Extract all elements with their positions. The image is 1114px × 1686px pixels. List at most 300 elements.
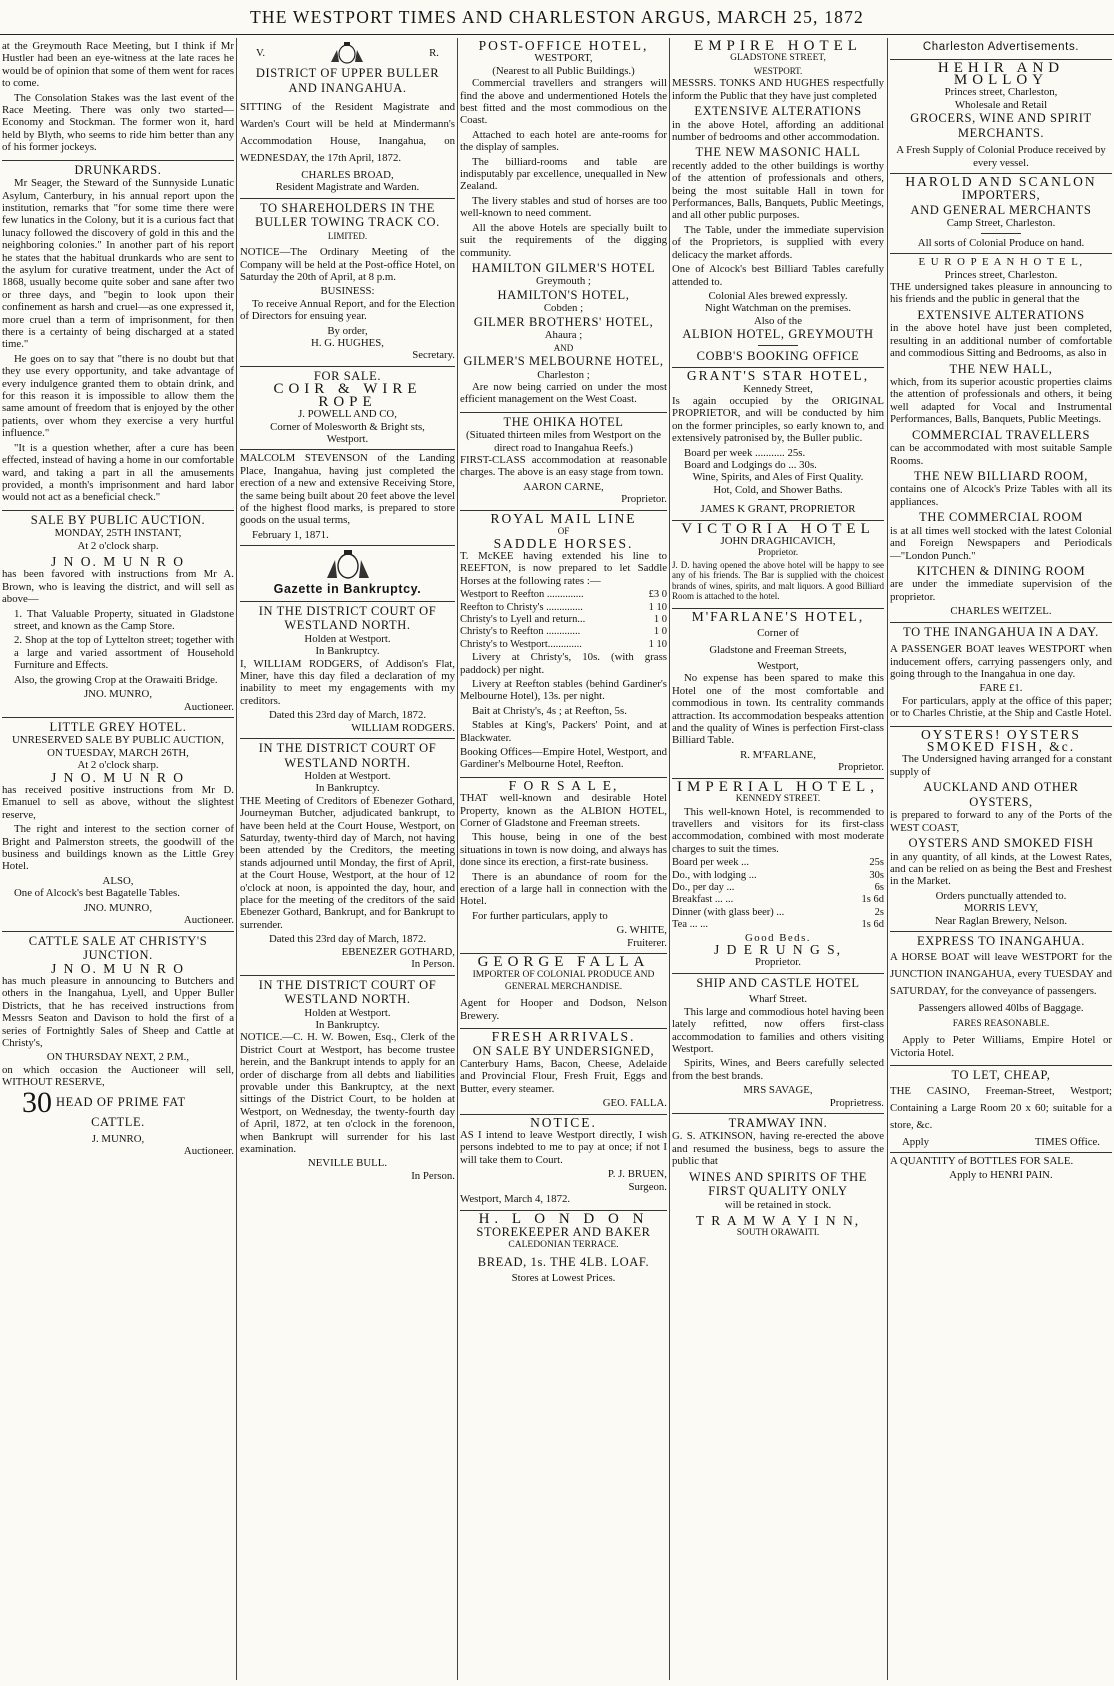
ad-text: The Undersigned having arranged for a constant supply of <box>890 753 1112 778</box>
ad-signature: CHARLES BROAD, <box>301 169 394 181</box>
ad-signature: AARON CARNE, <box>523 480 604 493</box>
ad-text: One of Alcock's best Billiard Tables carefully attended to. <box>672 263 884 288</box>
ad-text: OF <box>557 526 570 537</box>
ad-text: Commercial travellers and strangers will find the above and undermentioned Hotels the best fitted and the most commodious on the Coast. <box>460 77 667 127</box>
column-1 <box>2 38 234 1680</box>
harold-scanlon-ad <box>890 174 1112 254</box>
ad-text: has much pleasure in announcing to Butchers and others in the Inangahua, Lyell, and Upper Buller Districts, that he has received instructions from Messrs Seaton and Davison to hold the first of a series of Fortnightly Sales of Sheep and Cattle at Christy's, <box>2 974 234 1049</box>
ad-role: In Person. <box>411 958 455 971</box>
ad-heading: THE OHIKA HOTEL <box>503 414 624 429</box>
ad-title: GRANT'S STAR HOTEL, <box>686 368 870 384</box>
rate-item: Board per week ... <box>672 857 749 869</box>
ad-text: Stables at King's, Packers' Point, and at Blackwater. <box>460 719 667 744</box>
ad-text: Camp Street, Charleston. <box>946 217 1056 230</box>
ad-text: THE COMMERCIAL ROOM <box>919 510 1083 525</box>
ad-text: Westport, <box>757 660 799 673</box>
price: 1s 6d <box>861 919 884 931</box>
ad-text: Westport. <box>326 433 369 445</box>
table-row <box>460 602 667 614</box>
ad-text: THE undersigned takes pleasure in announcing to his friends and the public in general that the <box>890 280 1112 306</box>
ad-heading: EXPRESS TO INANGAHUA. <box>916 934 1086 948</box>
ad-text: EXTENSIVE ALTERATIONS <box>694 104 862 119</box>
route: Christy's to Lyell and return... <box>460 613 586 625</box>
ad-role: Proprietor. <box>757 548 799 559</box>
auctioneer-name: J N O. M U N R O <box>50 554 185 570</box>
ad-text: HAMILTON'S HOTEL, <box>497 287 630 302</box>
ad-text: WESTPORT, <box>534 52 593 65</box>
little-grey-hotel-ad <box>2 718 234 932</box>
ad-text: The right and interest to the section corner of Bright and Palmerston streets, the goodwill of the business and buildings known as the Little Grey Hotel. <box>2 823 234 873</box>
ad-role: Auctioneer. <box>183 914 234 927</box>
auctioneer-name: J N O. M U N R O <box>50 960 185 976</box>
ad-heading: SALE BY PUBLIC AUCTION. <box>30 512 206 527</box>
ad-text: Booking Offices—Empire Hotel, Westport, and Gardiner's Melbourne Hotel, Reefton. <box>460 746 667 771</box>
gazette-title: Gazette in Bankruptcy. <box>273 582 422 597</box>
ad-text: TIMES Office. <box>1034 1135 1100 1148</box>
ad-title: SHIP AND CASTLE HOTEL <box>696 975 860 990</box>
ad-text: NOTICE—The Ordinary Meeting of the Company will be held at the Post-office Hotel, on Saturday the 20th of April, at 8 p.m. <box>240 246 455 284</box>
ad-text: will be retained in stock. <box>724 1198 832 1211</box>
ad-text: Also of the <box>754 314 802 327</box>
ad-text: recently added to the other buildings is worthy of the attention of professionals and others, being the most suitable Hall in town for Performances, Balls, Banquets, Public Meetings, and all other public purposes. <box>672 159 884 222</box>
ad-title: SADDLE HORSES. <box>493 535 634 551</box>
auction-ad <box>2 511 234 718</box>
ad-text: Board and Lodgings do ... 30s. <box>684 458 817 471</box>
ad-signature: JAMES K GRANT, PROPRIETOR <box>700 503 856 516</box>
ad-text: A PASSENGER BOAT leaves WESTPORT when inducement offers, carrying passengers only, and going through to the Inangahua in one day. <box>890 643 1112 680</box>
ad-title: ROYAL MAIL LINE <box>490 510 637 526</box>
bruen-notice <box>460 1115 667 1211</box>
imperial-rates-table <box>672 857 884 931</box>
ad-text: The billiard-rooms and table are indisputably par excellence, unequalled in New Zealand. <box>460 155 667 193</box>
ad-text: 1. That Valuable Property, situated in Gladstone street, and known as the Camp Store. <box>14 607 234 633</box>
ad-title: M'FARLANE'S HOTEL, <box>691 608 865 624</box>
ad-text: NOTICE.—C. H. W. Bowen, Esq., Clerk of the District Court at Westport, has become trustee herein, and the Bankrupt intends to apply for an order of discharge from all debts and liabilities provable under this Bankruptcy, at the next sittings of the District Court, to be holden at Westport, on Wednesday, the twenty-fourth day of April, 1872, at ten o'clock in the forenoon, when Bankrupt will surrender for his last examination. <box>240 1031 455 1155</box>
ad-text: IMPORTER OF COLONIAL PRODUCE AND GENERAL MERCHANDISE. <box>472 969 655 992</box>
article-text: at the Greymouth Race Meeting, but I think if Mr Hustler had been an eye-witness at the late races he would be of opinion that some of them went for races to come. <box>2 40 234 90</box>
towing-track-ad <box>240 199 455 367</box>
ad-title: POST-OFFICE HOTEL, <box>478 38 649 53</box>
ad-signature: JNO. MUNRO, <box>83 901 153 914</box>
ad-text: Apply to HENRI PAIN. <box>949 1169 1053 1182</box>
ad-heading: TO LET, CHEAP, <box>951 1068 1051 1083</box>
ad-text: There is an abundance of room for the erection of a large hall in connection with the Hotel. <box>460 870 667 908</box>
route: Christy's to Reefton ............. <box>460 626 581 638</box>
article-text: The Consolation Stakes was the last event of the Race Meeting. There was only two started—Economy and Stockman. The former won it, hard held by Blyth, who seems to ride him better than any of his former jockeys. <box>2 91 234 154</box>
ad-signature: P. J. BRUEN, <box>607 1168 667 1181</box>
ad-text: BUSINESS: <box>320 285 375 298</box>
saddle-rates-table <box>460 589 667 651</box>
ad-heading: TO THE INANGAHUA IN A DAY. <box>903 624 1099 639</box>
ad-text: has received positive instructions from Mr D. Emanuel to sell as above, without the slightest reserve, <box>2 784 234 821</box>
ad-text: in any quantity, of all kinds, at the Lowest Rates, and can be relied on as being the Best and Freshest in the Market. <box>890 850 1112 888</box>
imperial-hotel-ad <box>672 779 884 974</box>
ad-text: A HORSE BOAT will leave WESTPORT for the JUNCTION INANGAHUA, every TUESDAY and SATURDAY, for the conveyance of passengers. <box>890 950 1112 997</box>
grants-star-hotel-ad <box>672 368 884 520</box>
rate-item: Tea ... ... <box>672 919 709 931</box>
ad-text: THAT well-known and desirable Hotel Property, known as the ALBION HOTEL, Corner of Gladstone and Freeman streets. <box>460 792 667 830</box>
ad-text: Apply to Peter Williams, Empire Hotel or Victoria Hotel. <box>890 1034 1112 1059</box>
ad-text: Wharf Street. <box>748 993 808 1006</box>
ad-text: Also, the growing Crop at the Orawaiti Bridge. <box>14 673 218 686</box>
ad-text: Wholesale and Retail <box>954 98 1048 111</box>
ad-text: CALEDONIAN TERRACE. <box>508 1240 619 1251</box>
ad-text: Night Watchman on the premises. <box>704 302 852 315</box>
ad-text: BREAD, 1s. THE 4LB. LOAF. <box>477 1254 650 1269</box>
drunkards-article <box>2 161 234 511</box>
ad-heading: FOR SALE. <box>313 368 382 383</box>
ad-heading: LITTLE GREY HOTEL. <box>49 719 187 734</box>
column-4 <box>672 38 884 1680</box>
ad-text: Near Raglan Brewery, Nelson. <box>934 914 1068 927</box>
ad-text: Spirits, Wines, and Beers carefully selected from the best brands. <box>672 1057 884 1082</box>
ad-title: VICTORIA HOTEL <box>681 520 875 537</box>
ad-text: which, from its superior acoustic properties claims the attention of professionals and others, it being well adapted for Vocal and Instrumental Performances, Balls, Banquets, Public Meetings. <box>890 376 1112 426</box>
royal-arms-icon <box>327 40 367 66</box>
ad-signature: EBENEZER GOTHARD, <box>341 945 455 958</box>
price: £3 0 <box>648 589 667 601</box>
article-text: Mr Seager, the Steward of the Sunnyside Lunatic Asylum, Canterbury, in his annual report upon the institution, remarks that "for some time there were few lunatics in the Colony, but it is a curious fact that lunacy followed the discovery of gold in this and the neighboring colonies." In another part of his report he states that the habitual drunkards who are sent to the asylum for curative treatment, under the Act of 1868, usually become quite sober and sane after two or three days, and "begin to look upon their confinement as harsh and cruel—as one expressed it, more cruel than a term of imprisonment, for then there is a certainty of being discharged at a stated time." <box>2 177 234 351</box>
ad-text: WESTPORT. <box>753 65 803 76</box>
ad-text: HAMILTON GILMER'S HOTEL <box>471 260 656 275</box>
ad-heading: DISTRICT OF UPPER BULLER <box>255 66 440 80</box>
ad-text: CATTLE. <box>91 1114 145 1129</box>
ad-text: WINES AND SPIRITS OF THE FIRST QUALITY ONLY <box>688 1169 868 1199</box>
ad-text: G. S. ATKINSON, having re-erected the above and resumed the business, begs to assure the public that <box>672 1130 884 1168</box>
ad-text: FARE £1. <box>979 682 1023 695</box>
ad-role: Fruiterer. <box>627 936 667 949</box>
ad-text: can be accommodated with most suitable Sample Rooms. <box>890 442 1112 467</box>
rate-item: Do., with lodging ... <box>672 869 757 881</box>
ad-signature: R. M'FARLANE, <box>740 748 816 761</box>
article-text: "It is a question whether, after a cure has been effected, instead of having a home in our comfortable ward, and taking a part in all the amusements provided, a month's imprisonment and hard labor would not act as a beneficial check." <box>2 441 234 504</box>
article-text: He goes on to say that "there is no doubt but that they use every opportunity, and take advantage of every indulgence granted them to obtain drink, and for this reason it is impossible to allow them the same amount of freedom that is enjoyed by the other patients, over whom they exercise a very hurtful influence." <box>2 352 234 440</box>
ad-text: Good Beds. <box>745 931 811 944</box>
ad-text: Holden at Westport. <box>304 1006 391 1019</box>
column-2 <box>240 38 455 1680</box>
race-news <box>2 38 234 161</box>
ad-text: is prepared to forward to any of the Ports of the WEST COAST, <box>890 809 1112 834</box>
route: Westport to Reefton .............. <box>460 589 584 601</box>
ad-text: THE NEW HALL, <box>949 361 1053 376</box>
ad-text: Is again occupied by the ORIGINAL PROPRIETOR, and will be conducted by him on the former principles, so early known to, and extensively patronised by, the Buller public. <box>672 394 884 445</box>
ad-text: AND GENERAL MERCHANTS <box>910 202 1092 217</box>
ad-title: IMPERIAL HOTEL, <box>677 778 879 795</box>
ad-text: SITTING of the Resident Magistrate and Warden's Court will be held at Mindermann's Accommodation House, Inangahua, on WEDNESDAY, the 17th April, 1872. <box>240 101 455 164</box>
ad-text: AUCKLAND AND OTHER OYSTERS, <box>923 780 1079 809</box>
ad-role: Proprietor. <box>838 761 884 774</box>
ad-text: Wine, Spirits, and Ales of First Quality. <box>692 471 864 484</box>
ad-date: ON THURSDAY NEXT, 2 P.M., <box>46 1051 190 1064</box>
ad-text: Bait at Christy's, 4s ; at Reefton, 5s. <box>472 704 627 717</box>
ad-text: in the above Hotel, affording an additional number of bedrooms and other accommodation. <box>672 118 884 143</box>
ad-text: COBB'S BOOKING OFFICE <box>696 348 860 363</box>
ad-text: This large and commodious hotel having been lately refitted, now offers first-class accommodation to families and others visiting Westport. <box>672 1005 884 1055</box>
ad-date: Dated this 23rd day of March, 1872. <box>268 933 427 946</box>
ad-title: HAROLD AND SCANLON <box>905 173 1097 189</box>
table-row <box>672 894 884 906</box>
ad-text: Board per week ........... 25s. <box>684 446 806 459</box>
ad-text: Hot, Cold, and Shower Baths. <box>713 483 843 496</box>
table-row <box>672 907 884 919</box>
ad-text: COMMERCIAL TRAVELLERS <box>911 427 1090 442</box>
ad-text: MESSRS. TONKS AND HUGHES respectfully inform the Public that they have just completed <box>672 77 884 102</box>
ad-text: ALSO, <box>102 874 134 887</box>
ad-text: Stores at Lowest Prices. <box>511 1272 616 1285</box>
ad-text: Corner of <box>757 627 799 640</box>
ad-text: One of Alcock's best Bagatelle Tables. <box>14 887 180 900</box>
ad-signature: WILLIAM RODGERS. <box>351 721 455 734</box>
ad-signature: JNO. MUNRO, <box>83 688 153 701</box>
ad-text: T. McKEE having extended his line to REEFTON, is now prepared to let Saddle Horses at the following rates :— <box>460 549 667 587</box>
court-sitting-ad <box>240 38 455 199</box>
royal-mail-ad <box>460 511 667 778</box>
ad-text: 2. Shop at the top of Lyttelton street; together with a large and varied assortment of Household Furniture and Effects. <box>14 634 234 672</box>
ad-text: STOREKEEPER AND BAKER <box>476 1224 651 1239</box>
ad-text: GILMER'S MELBOURNE HOTEL, <box>463 354 664 369</box>
casino-to-let-ad <box>890 1066 1112 1153</box>
ad-text: Ahaura ; <box>544 329 583 342</box>
vr-letter: R. <box>429 46 439 59</box>
ad-text: OYSTERS AND SMOKED FISH <box>908 836 1094 851</box>
price: 1 10 <box>648 601 667 613</box>
bankruptcy-notice <box>240 976 455 1187</box>
ad-date: February 1, 1871. <box>252 528 329 541</box>
post-office-hotel-ad <box>460 38 667 413</box>
ad-heading: IN THE DISTRICT COURT OF WESTLAND NORTH. <box>258 603 437 633</box>
ad-text: GROCERS, WINE AND SPIRIT MERCHANTS. <box>910 111 1092 140</box>
price: 30s <box>869 869 884 881</box>
price: 1 10 <box>648 638 667 650</box>
fresh-arrivals-ad <box>460 1029 667 1115</box>
column-5 <box>890 38 1112 1680</box>
ad-date: MONDAY, 25TH INSTANT, <box>54 527 182 540</box>
table-row <box>460 639 667 651</box>
table-row <box>672 919 884 931</box>
ad-text: contains one of Alcock's Prize Tables with all its appliances. <box>890 483 1112 508</box>
ad-text: AND <box>553 342 574 353</box>
ad-title: GEORGE FALLA <box>477 954 650 971</box>
ad-heading: AND INANGAHUA. <box>288 80 407 95</box>
ad-role: Proprietress. <box>829 1096 884 1109</box>
london-store-ad <box>460 1211 667 1289</box>
ad-text: Greymouth ; <box>536 275 591 288</box>
page-columns <box>0 38 1114 1680</box>
ad-heading: CATTLE SALE AT CHRISTY'S JUNCTION. <box>28 933 208 962</box>
ad-text: ON SALE BY UNDERSIGNED, <box>472 1043 655 1058</box>
ad-text: In Bankruptcy. <box>315 1018 380 1031</box>
ad-text: UNRESERVED SALE BY PUBLIC AUCTION, <box>12 734 224 747</box>
ad-text: J. POWELL AND CO, <box>298 408 397 421</box>
ad-text: Gladstone and Freeman Streets, <box>709 643 847 656</box>
ad-text: GILMER BROTHERS' HOTEL, <box>473 314 654 329</box>
ad-text: KITCHEN & DINING ROOM <box>916 563 1086 578</box>
auctioneer-name: J N O. M U N R O <box>50 769 185 785</box>
ad-title: HEHIR AND MOLLOY <box>937 59 1065 88</box>
ad-text: Are now being carried on under the most efficient management on the West Coast. <box>460 380 667 406</box>
ad-text: Colonial Ales brewed expressly. <box>708 289 848 302</box>
price: 1 0 <box>653 626 667 638</box>
ohika-hotel-ad <box>460 413 667 511</box>
ad-heading: TRAMWAY INN. <box>728 1115 828 1130</box>
ad-text: Charleston ; <box>537 368 590 381</box>
ad-role: Surgeon. <box>628 1180 667 1193</box>
table-row <box>460 614 667 626</box>
ad-text: This well-known Hotel, is recommended to travellers and visitors for its first-class accommodation, combined with most moderate charges to suit the times. <box>672 805 884 855</box>
ad-date: ON TUESDAY, MARCH 26TH, <box>47 746 189 759</box>
ad-text: THE NEW BILLIARD ROOM, <box>913 468 1089 483</box>
ad-text: MALCOLM STEVENSON of the Landing Place, Inangahua, having just completed the erection of a new and extensive Receiving Store, the same being built about 20 feet above the level of the highest flood marks, is prepared to store goods on the usual terms, <box>240 452 455 527</box>
ad-text: HEAD OF PRIME FAT <box>56 1095 186 1110</box>
ad-title: T R A M W A Y I N N, <box>695 1213 861 1229</box>
ad-text: ALBION HOTEL, GREYMOUTH <box>682 327 874 342</box>
route: Reefton to Christy's .............. <box>460 601 583 613</box>
ad-signature: J. MUNRO, <box>91 1133 145 1146</box>
ad-text: Cobden ; <box>543 302 584 315</box>
albion-sale-ad <box>460 778 667 954</box>
vr-letter: V. <box>256 46 266 59</box>
ad-text: LIMITED. <box>327 230 368 241</box>
tramway-inn-ad <box>672 1114 884 1244</box>
ad-date: Westport, March 4, 1872. <box>460 1193 571 1206</box>
ad-date: Dated this 23rd day of March, 1872. <box>268 709 427 722</box>
oysters-ad <box>890 727 1112 932</box>
ad-signature: J D E R U N G S, <box>713 941 842 957</box>
masthead <box>0 0 1114 35</box>
ad-role: Resident Magistrate and Warden. <box>275 181 420 194</box>
ad-text: The livery stables and stud of horses are too well-known to need comment. <box>460 194 667 220</box>
gazette-bankruptcy <box>240 546 455 602</box>
ad-text: THE CASINO, Freeman-Street, Westport; Containing a Large Room 20 x 60; suitable for a store, &c. <box>890 1084 1112 1131</box>
ad-signature: G. WHITE, <box>616 924 667 937</box>
section-heading: Charleston Advertisements. <box>922 41 1080 53</box>
ad-text: In Bankruptcy. <box>315 645 380 658</box>
route: Christy's to Westport............. <box>460 638 582 650</box>
ad-title: H. L O N D O N <box>478 1210 649 1227</box>
ad-title: COIR & WIRE ROPE <box>273 381 422 410</box>
ad-text: All the above Hotels are specially built to suit the requirements of the digging community. <box>460 221 667 259</box>
bankruptcy-notice <box>240 602 455 739</box>
ad-text: SOUTH ORAWAITI. <box>736 1228 820 1239</box>
mfarlanes-hotel-ad <box>672 609 884 779</box>
ad-text: To receive Annual Report, and for the Election of Directors for ensuing year. <box>240 297 455 323</box>
inangahua-boat-ad <box>890 623 1112 727</box>
cattle-count: 30 <box>22 1085 52 1119</box>
ad-text: The Table, under the immediate supervision of the Proprietors, is supplied with every delicacy the market affords. <box>672 223 884 261</box>
cattle-sale-ad <box>2 932 234 1162</box>
european-hotel-ad <box>890 254 1112 623</box>
rate-item: Dinner (with glass beer) ... <box>672 906 785 918</box>
ad-text: Princes street, Charleston. <box>944 268 1058 281</box>
column-3 <box>460 38 667 1680</box>
ad-role: In Person. <box>411 1169 455 1182</box>
ad-title: EMPIRE HOTEL <box>694 38 862 54</box>
ad-text: A Fresh Supply of Colonial Produce received by every vessel. <box>896 144 1106 169</box>
ad-text: A QUANTITY of BOTTLES FOR SALE. <box>890 1155 1074 1168</box>
table-row <box>672 882 884 894</box>
price: 2s <box>874 906 884 918</box>
ad-text: Attached to each hotel are ante-rooms for the display of samples. <box>460 128 667 154</box>
ad-text: has been favored with instructions from Mr A. Brown, who is leaving the district, and will sell as above— <box>2 568 234 606</box>
stevenson-store-ad <box>240 450 455 546</box>
price: 6s <box>874 881 884 893</box>
ad-title: NOTICE. <box>530 1114 597 1130</box>
ad-text: Livery at Christy's, 10s. (with grass paddock) per night. <box>460 651 667 676</box>
ad-text: KENNEDY STREET. <box>735 794 821 805</box>
empire-hotel-ad <box>672 38 884 368</box>
victoria-hotel-ad <box>672 521 884 609</box>
ad-signature: MRS SAVAGE, <box>743 1084 813 1097</box>
ad-text: Corner of Molesworth & Bright sts, <box>270 420 425 433</box>
ad-text: AS I intend to leave Westport directly, I wish persons indebted to me to pay at once; if not I will take them to Court. <box>460 1129 667 1166</box>
ad-text: on which occasion the Auctioneer will sell, WITHOUT RESERVE, <box>2 1063 234 1089</box>
ad-text: Agent for Hooper and Dodson, Nelson Brewery. <box>460 997 667 1022</box>
ad-text: JOHN DRAGHICAVICH, <box>720 535 836 547</box>
ad-title: FRESH ARRIVALS. <box>491 1029 636 1045</box>
ad-text: Princes street, Charleston, <box>944 86 1058 99</box>
price: 25s <box>869 857 884 869</box>
ad-text: In Bankruptcy. <box>315 782 380 795</box>
ad-signature: CHARLES WEITZEL. <box>950 605 1052 618</box>
ad-text: FARES REASONABLE. <box>952 1018 1050 1029</box>
masthead-title: THE WESTPORT TIMES AND CHARLESTON ARGUS, MARCH 25, 1872 <box>250 6 864 27</box>
ad-text: EXTENSIVE ALTERATIONS <box>917 307 1085 322</box>
ad-text: (Nearest to all Public Buildings.) <box>492 64 635 77</box>
express-inangahua-ad <box>890 932 1112 1066</box>
george-falla-ad <box>460 954 667 1029</box>
ad-role: Auctioneer. <box>183 700 234 713</box>
ad-text: THE NEW MASONIC HALL <box>695 145 861 160</box>
ad-text: IMPORTERS, <box>961 188 1041 203</box>
article-heading: DRUNKARDS. <box>74 162 162 177</box>
ad-text: (Situated thirteen miles from Westport on the direct road to Inangahua Reefs.) <box>465 429 662 454</box>
table-row <box>460 589 667 601</box>
ad-text: This house, being in one of the best situations in town is now doing, and always has done since its erection, a first-rate business. <box>460 831 667 869</box>
rate-item: Breakfast ... ... <box>672 894 734 906</box>
ad-text: Passengers allowed 40lbs of Baggage. <box>918 1001 1084 1014</box>
ad-text: Canterbury Hams, Bacon, Cheese, Adelaide and Provincial Flour, Fresh Fruit, Eggs and Butter, every steamer. <box>460 1058 667 1095</box>
ad-signature: GEO. FALLA. <box>602 1097 667 1110</box>
ship-castle-hotel-ad <box>672 974 884 1114</box>
ad-signature: H. G. HUGHES, <box>311 337 384 350</box>
ad-title: E U R O P E A N H O T E L, <box>918 256 1084 269</box>
ad-signature: MORRIS LEVY, <box>963 902 1039 915</box>
ad-role: Proprietor. <box>621 493 667 506</box>
ad-text: Holden at Westport. <box>304 770 391 782</box>
ad-text: GLADSTONE STREET, <box>730 53 826 64</box>
ad-heading: IN THE DISTRICT COURT OF WESTLAND NORTH. <box>258 977 437 1006</box>
ad-text: I, WILLIAM RODGERS, of Addison's Flat, Miner, have this day filed a declaration of my inability to meet my engagements with my creditors. <box>240 657 455 707</box>
ad-text: Holden at Westport. <box>304 632 391 645</box>
ad-text: Livery at Reefton stables (behind Gardiner's Melbourne Hotel), 13s. per night. <box>460 677 667 703</box>
royal-arms-icon <box>321 548 375 582</box>
ad-text: By order, <box>327 324 368 337</box>
ad-text: is at all times well stocked with the latest Colonial and Foreign Newspapers and Periodicals—"London Punch." <box>890 524 1112 562</box>
rate-item: Do., per day ... <box>672 881 735 893</box>
ad-text: Kennedy Street, <box>743 382 813 395</box>
ad-role: Auctioneer. <box>183 1145 234 1158</box>
bankruptcy-notice <box>240 739 455 976</box>
ad-time: At 2 o'clock sharp. <box>77 539 159 552</box>
ad-text: Orders punctually attended to. <box>935 889 1067 902</box>
ad-title: OYSTERS! OYSTERS SMOKED FISH, &c. <box>921 726 1081 755</box>
ad-time: At 2 o'clock sharp. <box>77 759 159 772</box>
ad-text: J. D. having opened the above hotel will be happy to see any of his friends. The Bar is supplied with the choicest brands of wines, spirits, and malt liquors. A good Billiard Room is attached to the hotel. <box>672 559 884 602</box>
ad-text: No expense has been spared to make this Hotel one of the most comfortable and commodious in town. Its centrality commands attraction. Its accommodation bespeaks attention and the quality of Wines is perfection First-class Billiard Table. <box>672 672 884 747</box>
charleston-header <box>890 38 1112 60</box>
ad-text: All sorts of Colonial Produce on hand. <box>917 236 1085 249</box>
ad-text: For particulars, apply at the office of this paper; or to Charles Christie, at the Ship and Castle Hotel. <box>890 694 1112 720</box>
